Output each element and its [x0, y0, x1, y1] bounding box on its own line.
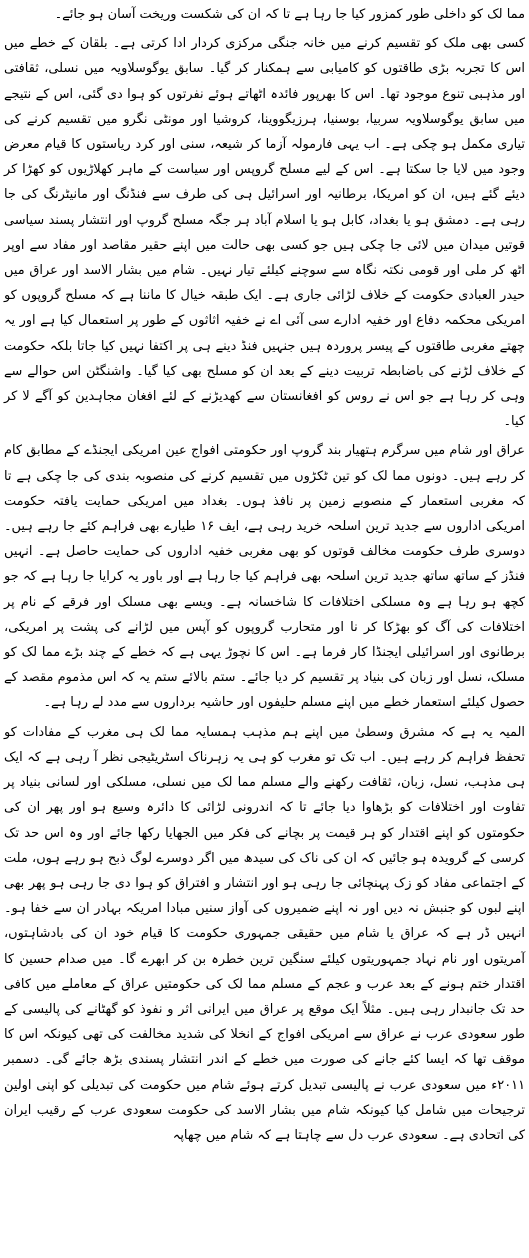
paragraph-iraq-syria: عراق اور شام میں سرگرم ہتھیار بند گروپ اور حکومتی افواج عین امریکی ایجنڈے کے مطابق کام کر رہے ہیں۔ دونوں مما لک کو تین ٹکڑوں میں تقسیم کرنے کی منصوبہ بندی کی جا چکی ہے تا کہ مغربی استعمار کے منصوبے زمین پر نافذ ہوں۔ بغداد میں امریکی حمایت یافتہ حکومت امریکی اداروں سے جدید ترین اسلحہ خرید رہی ہے، ایف ۱۶ طیارے بھی فراہم کئے جا رہے ہیں۔ دوسری طرف حکومت مخالف قوتوں کو بھی مغربی خفیہ اداروں کی حمایت حاصل ہے۔ انہیں فنڈز کے ساتھ ساتھ جدید ترین اسلحہ بھی فراہم کیا جا رہا ہے اور باور یہ کرایا جا رہا ہے کہ جو کچھ ہو رہا ہے وہ مسلکی اختلافات کا شاخسانہ ہے۔ ویسے بھی مسلک اور فرقے کے نام پر اختلافات کی آگ کو بھڑکا کر نا اور متحارب گروپوں کو آپس میں لڑانے کی پشت پر امریکی، برطانوی اور اسرائیلی ایجنڈا کار فرما ہے۔ اس کا نچوڑ یہی ہے کہ خطے کے چند بڑے مما لک کو مسلک، نسل اور زبان کی بنیاد پر تقسیم کر دیا جائے۔ ستم بالائے ستم یہ کہ اس مذموم مقصد کے حصول کیلئے استعمار خطے میں اپنے مسلم حلیفوں اور حاشیہ برداروں سے مدد لے رہا ہے۔ [4, 443, 525, 711]
paragraph-civil-war: کسی بھی ملک کو تقسیم کرنے میں خانہ جنگی مرکزی کردار ادا کرتی ہے۔ بلقان کے خطے میں اس کا تجربہ بڑی طاقتوں کو کامیابی سے ہمکنار کر گیا۔ سابق یوگوسلاویہ میں نسلی، ثقافتی اور مذہبی تنوع موجود تھا۔ اس کا بھرپور فائدہ اٹھاتے ہوئے نفرتوں کو ہوا دی گئی، اس کے نتیجے میں سابق یوگوسلاویہ سربیا، بوسنیا، ہرزیگووینا، کروشیا اور مونٹی نگرو میں تقسیم کرنے کی تیاری مکمل ہو چکی ہے۔ اب یہی فارمولہ آزما کر شیعہ، سنی اور کرد ریاستوں کا قیام معرض وجود میں لایا جا سکتا ہے۔ اس کے لیے مسلح گروپس اور سیاست کے ماہر کھلاڑیوں کو کھڑا کر دیئے گئے ہیں، ان کو امریکا، برطانیہ اور اسرائیل ہی کی طرف سے فنڈنگ اور مانیٹرنگ کی جا رہی ہے۔ دمشق ہو یا بغداد، کابل ہو یا اسلام آباد ہر جگہ مسلح گروپ اور انتشار پسند سیاسی قوتیں میدان میں لائی جا چکی ہیں جو کسی بھی حالت میں اپنے حقیر مقاصد اور مفاد سے اوپر اٹھ کر ملی اور قومی نکتہ نگاہ سے سوچنے کیلئے تیار نہیں۔ شام میں بشار الاسد اور عراق میں حیدر العبادی حکومت کے خلاف لڑائی جاری ہے۔ ایک طبقہ خیال کا ماننا ہے کہ مسلح گروپوں کو امریکی محکمہ دفاع اور خفیہ ادارے سی آئی اے نے خفیہ اثاثوں کے طور پر استعمال کیا ہے اور یہ چھتے مغربی طاقتوں کے پیسر پروردہ ہیں جنہیں فنڈ دینے ہی پر اکتفا نہیں کیا جاتا بلکہ حکومت کے خلاف لڑنے کی باضابطہ تربیت دینے کے بعد ان کو مسلح بھی کیا گیا۔ واشنگٹن اس حوالے سے وہی کر رہا ہے جو اس نے روس کو افغانستان سے کھدیڑنے کے لئے افغان مجاہدین کو آگے لا کر کیا۔ [4, 36, 525, 430]
paragraph-middle-east: المیہ یہ ہے کہ مشرق وسطیٰ میں اپنے ہم مذہب ہمسایہ مما لک ہی مغرب کے مفادات کو تحفظ فراہم کر رہے ہیں۔ اب تک تو مغرب کو ہی یہ زہرناک اسٹریٹیجی نظر آ رہی ہے کہ ایک ہی مذہب، نسل، زبان، ثقافت رکھنے والے مسلم مما لک میں نسلی، مسلکی اور لسانی بنیاد پر تفاوت اور اختلافات کو بڑھاوا دیا جائے تا کہ اندرونی لڑائی کا دائرہ وسیع ہو اور پھر ان کی حکومتوں کو اپنے اقتدار کو ہر قیمت پر بچانے کی فکر میں الجھایا رکھا جائے اور وہ اس حد تک کرسی کے گرویدہ ہو جائیں کہ ان کی ناک کی سیدھ میں اگر دوسرے لوگ ذبح ہو رہے ہوں، ملت کے اجتماعی مفاد کو زک پہنچائی جا رہی ہو اور انتشار و افتراق کو ہوا دی جا رہی ہو پھر بھی اپنے لبوں کو جنبش نہ دیں اور نہ اپنے ضمیروں کی آواز سنیں مبادا امریکہ بہادر ان سے خفا ہو۔ انہیں ڈر ہے کہ عراق یا شام میں حقیقی جمہوری حکومت کا قیام خود ان کی بادشاہتوں، آمریتوں اور نام نہاد جمہوریتوں کیلئے سنگین ترین خطرہ بن کر ابھرے گا۔ میں صدام حسین کا اقتدار ختم ہونے کے بعد عرب و عجم کے مسلم مما لک کی حکومتیں عراق کے معاملے میں کافی حد تک جانبدار رہی ہیں۔ مثلاً ایک موقع پر عراق میں ایرانی اثر و نفوذ کو گھٹانے کی پالیسی کے طور سعودی عرب نے عراق سے امریکی افواج کے انخلا کی شدید مخالفت کی تھی کیونکہ اس کا موقف تھا کہ ایسا کئے جانے کی صورت میں خطے کے اندر انتشار پسندی بڑھ جائے گی۔ دسمبر ۲۰۱۱ء میں سعودی عرب نے پالیسی تبدیل کرتے ہوئے شام میں حکومت کی تبدیلی کو اپنی اولین ترجیحات میں شامل کیا کیونکہ شام میں بشار الاسد کی حکومت سعودی عرب کے رقیب ایران کی اتحادی ہے۔ سعودی عرب دل سے چاہتا ہے کہ شام میں چھاپہ [4, 724, 525, 1143]
paragraph-intro: مما لک کو داخلی طور کمزور کیا جا رہا ہے تا کہ ان کی شکست وریخت آسان ہو جائے۔ [54, 7, 525, 22]
